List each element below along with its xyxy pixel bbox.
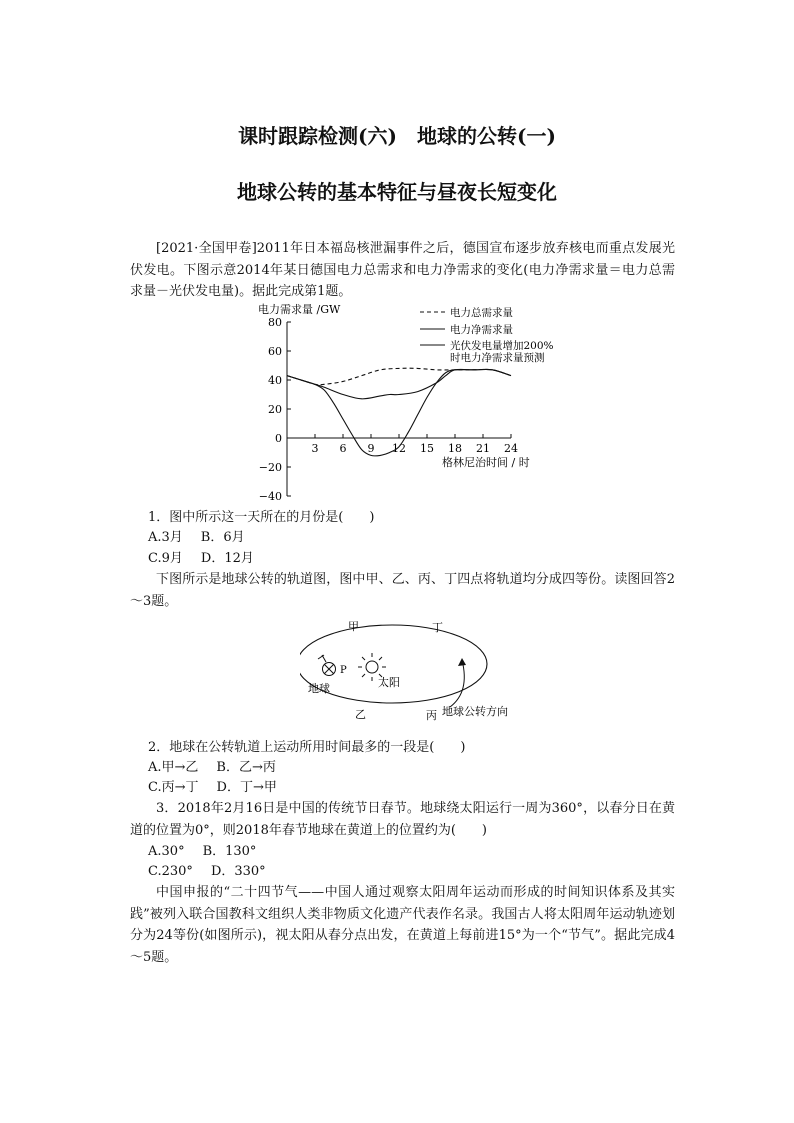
- q3-option-c[interactable]: C.230°: [148, 864, 193, 879]
- label-p: P: [340, 665, 347, 676]
- q1-option-a[interactable]: A.3月: [148, 530, 183, 545]
- intro-paragraph-1: [2021·全国甲卷]2011年日本福岛核泄漏事件之后，德国宣布逐步放弃核电而重点发展光伏发电。下图示意2014年某日德国电力总需求和电力净需求的变化(电力净需求量＝电力总需求量－光伏发电量)。据此完成第1题。: [130, 241, 675, 299]
- x-tick-label: 3: [311, 442, 319, 455]
- earth-icon: [318, 655, 336, 676]
- legend-label: 光伏发电量增加200%: [450, 340, 554, 352]
- legend-label: 电力总需求量: [450, 307, 513, 319]
- question-2-options-row-1: [148, 758, 294, 778]
- x-tick-label: 24: [504, 442, 518, 455]
- question-1-stem: 1．图中所示这一天所在的月份是( ): [148, 510, 375, 525]
- intro-paragraph-3: 中国申报的“二十四节气——中国人通过观察太阳周年运动而形成的时间知识体系及其实践”被列入联合国教科文组织人类非物质文化遗产代表作名录。我国古人将太阳周年运动轨迹划分为24等份(如图所示)，视太阳从春分点出发，在黄道上每前进15°为一个“节气”。据此完成4～5题。: [130, 885, 675, 965]
- intro-paragraph-2: 下图所示是地球公转的轨道图，图中甲、乙、丙、丁四点将轨道均分成四等份。读图回答2～3题。: [130, 572, 675, 609]
- x-tick-label: 9: [367, 442, 375, 455]
- label-direction: 地球公转方向: [442, 705, 508, 718]
- question-2-stem: 2．地球在公转轨道上运动所用时间最多的一段是( ): [148, 740, 466, 755]
- y-tick-label: −20: [258, 461, 282, 474]
- x-tick-label: 6: [339, 442, 347, 455]
- page-title: 课时跟踪检测(六) 地球的公转(一): [238, 124, 556, 148]
- label-jia: 甲: [348, 620, 359, 633]
- label-sun: 太阳: [378, 676, 400, 689]
- q2-option-c[interactable]: C.丙→丁: [148, 780, 199, 795]
- label-earth: 地球: [308, 682, 330, 695]
- label-ding: 丁: [432, 621, 443, 634]
- q3-option-b[interactable]: B．130°: [202, 844, 257, 859]
- power-demand-chart: [250, 300, 570, 500]
- question-1-options-row-2: [148, 549, 272, 569]
- q2-option-b[interactable]: B．乙→丙: [216, 760, 276, 775]
- y-axis-label: 电力需求量 /GW: [258, 303, 341, 316]
- q3-option-a[interactable]: A.30°: [148, 844, 185, 859]
- x-axis-label: 格林尼治时间 / 时: [442, 456, 530, 469]
- y-tick-label: 60: [268, 345, 282, 358]
- y-tick-label: 20: [268, 403, 282, 416]
- legend-label: 电力净需求量: [450, 324, 513, 336]
- legend-label: 时电力净需求量预测: [450, 352, 545, 364]
- x-tick-label: 18: [448, 442, 462, 455]
- y-tick-label: 40: [268, 374, 282, 387]
- x-tick-label: 12: [392, 442, 406, 455]
- label-bing: 丙: [426, 709, 437, 722]
- question-3-options-row-2: [148, 862, 284, 882]
- q2-option-a[interactable]: A.甲→乙: [148, 760, 199, 775]
- question-3-stem: 3．2018年2月16日是中国的传统节日春节。地球绕太阳运行一周为360°，以春分日在黄道的位置为0°，则2018年春节地球在黄道上的位置约为( ): [130, 801, 675, 838]
- label-yi: 乙: [355, 708, 366, 721]
- earth-orbit-diagram: [300, 612, 540, 727]
- q3-option-d[interactable]: D．330°: [210, 864, 266, 879]
- question-1-options-row-1: [148, 528, 263, 548]
- y-tick-label: −40: [258, 490, 282, 500]
- q2-option-d[interactable]: D．丁→甲: [216, 780, 277, 795]
- y-tick-label: 0: [275, 432, 282, 445]
- q1-option-c[interactable]: C.9月: [148, 551, 183, 566]
- q1-option-d[interactable]: D．12月: [200, 551, 254, 566]
- section-title: 地球公转的基本特征与昼夜长短变化: [237, 180, 557, 204]
- question-3-options-row-1: [148, 842, 274, 862]
- y-tick-label: 80: [268, 316, 282, 329]
- q1-option-b[interactable]: B．6月: [200, 530, 245, 545]
- x-tick-label: 21: [476, 442, 490, 455]
- revolution-direction-arrow: [450, 660, 464, 707]
- x-tick-label: 15: [420, 442, 434, 455]
- series-total-demand: [287, 368, 511, 384]
- question-2-options-row-2: [148, 778, 295, 798]
